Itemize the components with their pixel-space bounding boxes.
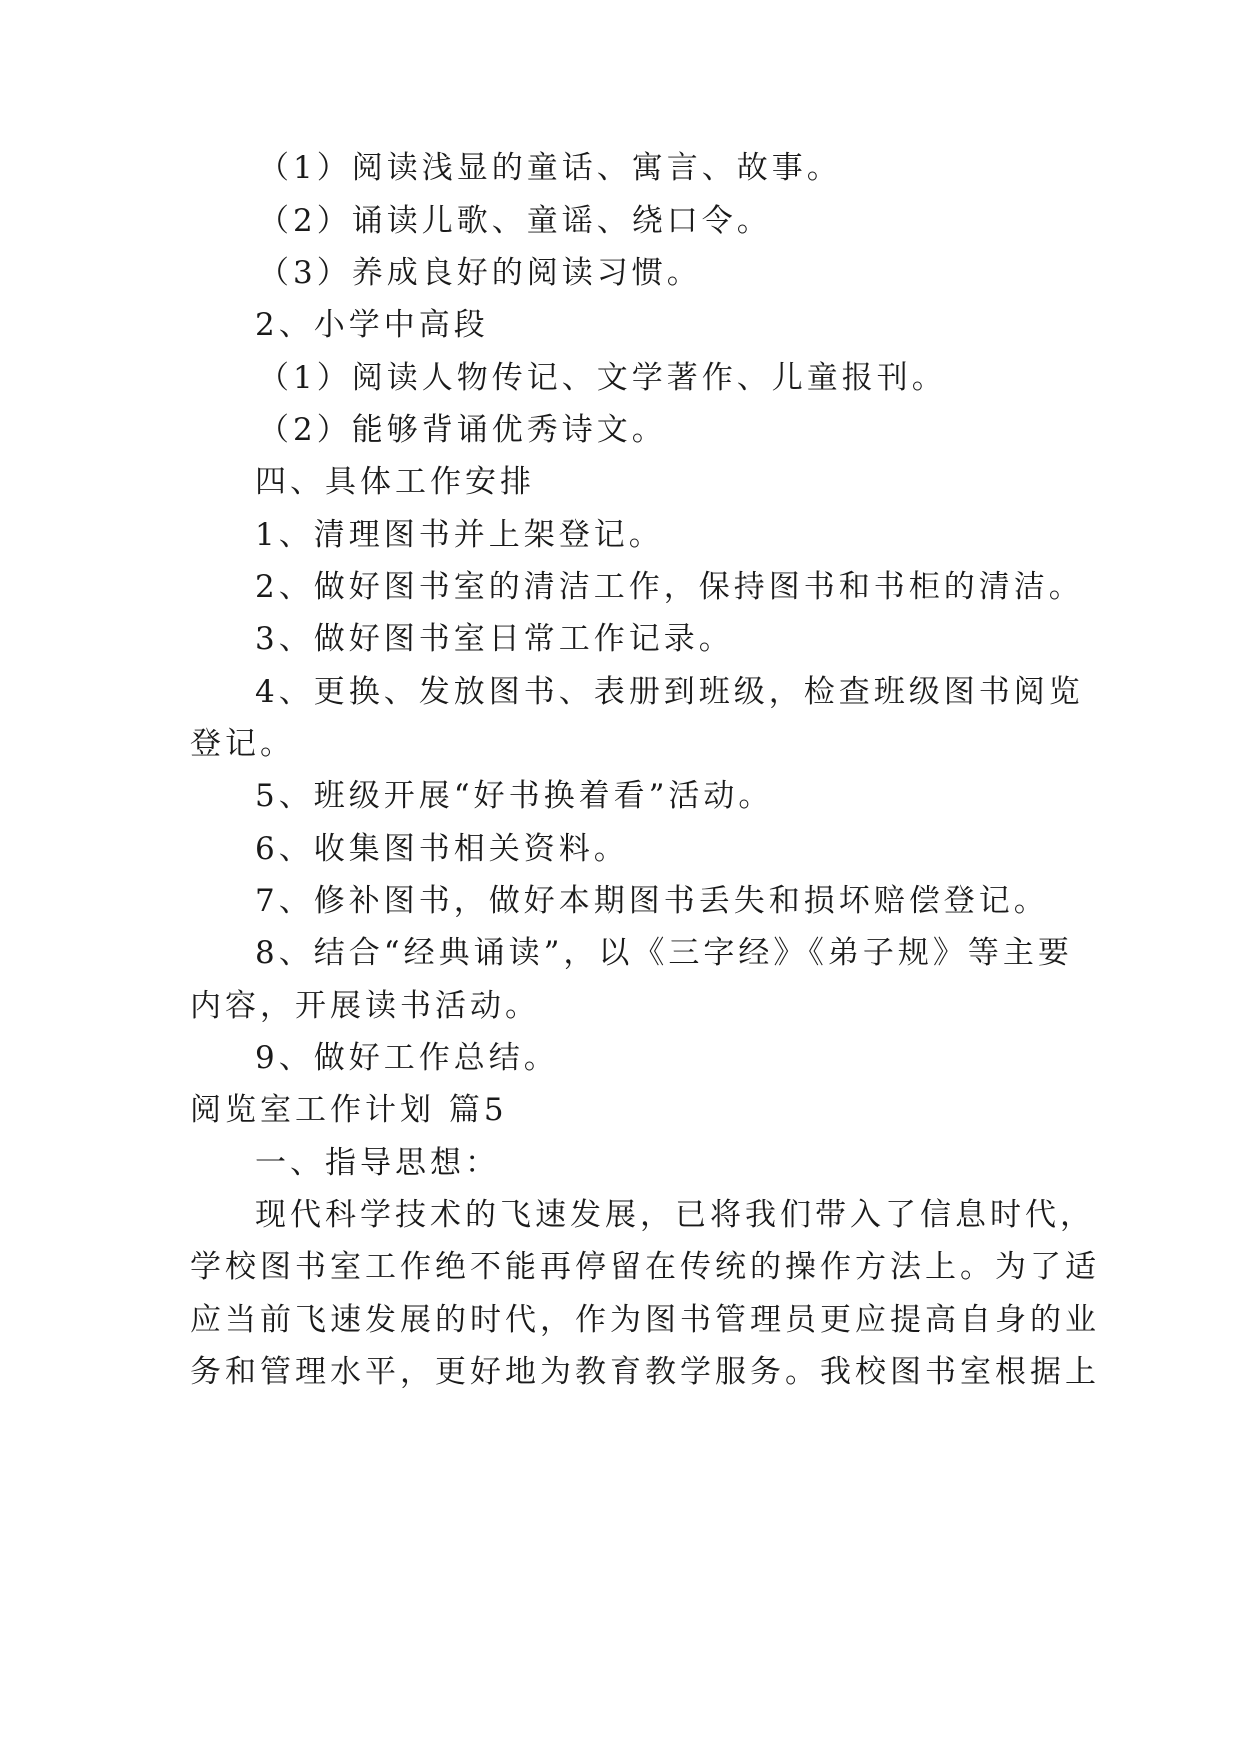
article-title: 阅览室工作计划 篇5 — [190, 1092, 508, 1128]
list-item: 7、修补图书，做好本期图书丢失和损坏赔偿登记。 — [255, 883, 1049, 919]
paragraph-line: 应当前飞速发展的时代，作为图书管理员更应提高自身的业 — [190, 1302, 1100, 1338]
paragraph-line: 务和管理水平，更好地为教育教学服务。我校图书室根据上 — [190, 1354, 1100, 1390]
section-heading: 四、具体工作安排 — [255, 464, 535, 500]
list-item: 6、收集图书相关资料。 — [255, 831, 629, 867]
list-item: （1）阅读人物传记、文学著作、儿童报刊。 — [258, 360, 947, 396]
list-item-continuation: 登记。 — [190, 726, 295, 762]
list-item: 9、做好工作总结。 — [255, 1040, 559, 1076]
list-item-continuation: 内容，开展读书活动。 — [190, 988, 540, 1024]
section-heading: 2、小学中高段 — [255, 307, 489, 343]
paragraph-line: 现代科学技术的飞速发展，已将我们带入了信息时代， — [255, 1197, 1095, 1233]
paragraph-line: 学校图书室工作绝不能再停留在传统的操作方法上。为了适 — [190, 1249, 1100, 1285]
list-item: （1）阅读浅显的童话、寓言、故事。 — [258, 150, 842, 186]
list-item: 2、做好图书室的清洁工作，保持图书和书柜的清洁。 — [255, 569, 1084, 605]
list-item: 5、班级开展“好书换着看”活动。 — [255, 778, 774, 814]
list-item: 3、做好图书室日常工作记录。 — [255, 621, 734, 657]
list-item: 8、结合“经典诵读”，以《三字经》《弟子规》等主要 — [255, 935, 1073, 971]
list-item: （2）诵读儿歌、童谣、绕口令。 — [258, 203, 772, 239]
section-heading: 一、指导思想： — [255, 1145, 500, 1181]
list-item: 4、更换、发放图书、表册到班级，检查班级图书阅览 — [255, 674, 1084, 710]
list-item: （2）能够背诵优秀诗文。 — [258, 412, 667, 448]
list-item: （3）养成良好的阅读习惯。 — [258, 255, 702, 291]
list-item: 1、清理图书并上架登记。 — [255, 517, 664, 553]
